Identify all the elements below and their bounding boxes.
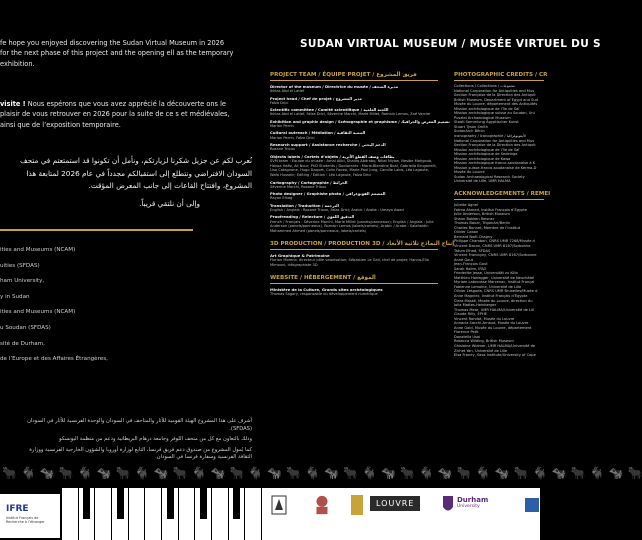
museum-title: SUDAN VIRTUAL MUSEUM / MUSÉE VIRTUEL DU S (300, 38, 601, 50)
gold-divider (0, 229, 193, 231)
credit-line: Université de Lille, UMR HALMA (454, 179, 511, 184)
credit-line: Mission archéologique de l’île de Saï (454, 147, 520, 152)
credit-line: Myriam Labrousse Marcenac, Institut Françai (454, 280, 535, 285)
credit-line: Annacia Sacchi-Arnaud, Musée du Louvre (454, 321, 529, 326)
project-team-section (270, 72, 450, 234)
durham-shield-icon (442, 494, 454, 516)
animal-silhouette-icon: 🐄 (381, 466, 397, 480)
credit-people: Florian Moreno, directeur pôle valorisation; Sébastien Le Gall, chef de projet; Hanna-Ella Mimouni, infographiste 3D (270, 258, 429, 267)
credit-line: Julie Anderson, British Museum (454, 212, 510, 217)
partner-line: u Soudan (SFDAS) (0, 324, 51, 331)
credit-role: Exhibition and graphic design / Scénographie et graphisme / تصميم المعرض والجرافيك (270, 118, 450, 124)
ifre-logo-text: IFRE (6, 504, 29, 514)
animal-silhouette-icon: 🐂 (343, 466, 359, 480)
logo-strip (262, 488, 540, 540)
credit-role: Cartography / Cartographie / الخرائط (270, 179, 348, 185)
french-intro (0, 99, 232, 130)
louvre-logo: LOUVRE (370, 496, 420, 511)
credit-line: Iconography / Iconographie / الأيقونوغرافيا (454, 134, 527, 139)
credit-line: Tatum Elhad, SFDAS (454, 248, 491, 253)
credit-line: Section Française de la Direction des Antiquit (454, 143, 536, 148)
credits-column-left (270, 72, 455, 304)
partner-line: sité de Durham, (0, 340, 45, 347)
left-panel (0, 0, 262, 462)
arabic-partners (22, 418, 252, 465)
animal-silhouette-icon: 🐐 (362, 466, 378, 480)
credit-people: Thomas Sagory, responsable du développement numérique (270, 291, 378, 296)
section-title: ACKNOWLEDGEMENTS / REMEI (454, 191, 544, 200)
credit-line: Shaun Bakken Reisner (454, 216, 495, 221)
credit-role: Translation / Traduction / الترجمة (270, 202, 339, 208)
credit-line: Mission archéologique de l’île de Saï (454, 106, 520, 111)
arabic-partner-line: كما يُمول المشروع من صندوق دعم فريق فرنسا، التابع لوزارة أوروبا والشؤون الخارجية الفرنسية ووزارة الثقافة الفرنسية وسفارة فرنسا في السودان. (29, 446, 252, 460)
animal-silhouette-icon: 🐂 (229, 466, 245, 480)
credit-line: Pusztai Archaeological Museum (454, 115, 511, 120)
animal-frieze (0, 462, 642, 484)
credit-people: Faïza Drici (270, 100, 289, 105)
credit-line: Matthieu Honegger, Université de Neuchâtel (454, 275, 535, 280)
credit-line: Charles Bonnet, Membre de l’Institut (454, 225, 521, 230)
sfdas-emblem-icon (312, 494, 332, 516)
french-intro-bold: visite ! (0, 100, 26, 108)
credit-role: Art Graphique & Patrimoine (270, 252, 330, 258)
website-entries (270, 287, 438, 297)
credit-line: Fatma Ahmed, Institut Français d’Égypte (454, 207, 528, 212)
acknowledgements-section (454, 191, 551, 358)
credit-line: Vincent Dacon, CNRS UMR 8167/Sorbonne (454, 243, 531, 248)
credit-line: Rebecca Wilding, British Museum (454, 339, 514, 344)
partners-list (0, 246, 200, 371)
section-title: PROJECT TEAM / ÉQUIPE PROJET / فريق المشروع (270, 72, 438, 81)
partner-line: de l’Europe et des Affaires Étrangères, (0, 356, 108, 363)
animal-silhouette-icon: 🐄 (494, 466, 510, 480)
credit-lines (454, 84, 544, 184)
animal-silhouette-icon: 🐂 (58, 466, 74, 480)
credit-line: Juliette Agnel (454, 203, 478, 208)
partner-line: ities and Museums (NCAM) (0, 247, 76, 253)
animal-silhouette-icon: 🐂 (115, 466, 131, 480)
credit-people: Rayan Elhag (270, 196, 293, 201)
arabic-partner-line: وذلك بالتعاون مع كل من متحف اللوفر وجامعة درهام البريطانية ودعم من منظمة اليونسكو (59, 436, 252, 442)
animal-silhouette-icon: 🐂 (400, 466, 415, 480)
credit-role: Photo designer / Graphiste photo / المصمم الفوتوغرافي (270, 191, 386, 197)
footer (0, 462, 642, 540)
credit-line: Jean-François Gout (454, 262, 488, 267)
animal-silhouette-icon: 🐄 (437, 466, 453, 480)
ifre-logo (0, 494, 60, 538)
credit-line: Collections / Collections / مجموعات (454, 84, 516, 88)
credit-line: Musée du Louvre (454, 170, 485, 175)
animal-silhouette-icon: 🐄 (39, 466, 55, 480)
partner-logos (0, 488, 540, 540)
animal-silhouette-icon: 🐄 (324, 466, 340, 480)
animal-silhouette-icon: 🐂 (627, 466, 642, 480)
durham-logo: Durham (457, 496, 489, 504)
credit-line: Sarah Halim, IFAO (454, 266, 487, 271)
credit-line: Ghislaine Widmer, UMR HALMA/Université de (454, 343, 536, 348)
credit-line: Sudan Archaeological Research Society (454, 174, 525, 179)
animal-silhouette-icon: 🐐 (20, 466, 36, 480)
animal-silhouette-icon: 🐂 (2, 466, 17, 480)
animal-silhouette-icon: 🐄 (608, 466, 624, 480)
credit-line: Clara Massé, Musée du Louvre, direction du (454, 298, 533, 303)
credit-line: Olivier Cabon (454, 230, 479, 235)
ifre-logo-subtitle: Institut Français de Recherche à l’étranger (6, 516, 45, 524)
credit-line: Staatl Sammlung Ägyptischer Kunst (454, 120, 519, 125)
credit-line: Mission archéologique de Kawa (454, 156, 511, 161)
credits-column-right (454, 72, 551, 365)
credit-line: Mission archéologique de Sedeinga (454, 152, 518, 157)
credit-line: Vincent Rondot, Musée du Louvre (454, 316, 515, 321)
arabic-sign-off: وإلى أن نلتقي قريباً. (139, 199, 200, 208)
credit-people: SVM team : Equipe du musée : Amal Alibi, Shadia Abdrabo, Nibal Niyaw, Nesibe Mahgoub, Hanoa Hafiz, Ali Nour; PhD Students / Doctorants : Marie-Blandine Boal, Gabriella Bruganelli, Lisa Catagnone, Hugo Daquet, Colin Faussi, Marie-Paul Jung, Camille Labis, Léa Lagoute, Wafa Hussein; Editing / Édition : Léa Lagoute, Faïza Drici (270, 158, 437, 178)
credit-line: Mission archéologique suisse au Soudan, Uni (454, 111, 535, 116)
credit-role: Scientific committee / Comité scientifique / اللجنة العلمية (270, 107, 389, 113)
credit-people: Ikhlas Abd el Latief, Faïza Drici, Séverine Marchi, Marie Millet, Romain Lemos, Zoé Vercier (270, 112, 431, 117)
section-title: PHOTOGRAPHIC CREDITS / CR (454, 72, 544, 81)
animal-silhouette-icon: 🐂 (570, 466, 586, 480)
credit-people: French / Français : Séverine Marchi, Marie Millet (panels/panneaux); English / Anglais : Julie Anderson (panels/panneaux), Romain Lemos (labels/cartels); Arabic / Arabe : Salahaldin Mohammed Ahmed (panels/panneaux, labels/cartels) (270, 219, 434, 234)
credit-line: Anne Gold, Musée du Louvre, département (454, 325, 532, 330)
animal-silhouette-icon: 🐂 (172, 466, 188, 480)
credit-line: British Museum, Department of Egypt and Sud (454, 97, 538, 102)
animal-silhouette-icon: 🐂 (456, 466, 472, 480)
credit-line: Anne Gout (454, 257, 474, 262)
animal-silhouette-icon: 🐄 (267, 466, 283, 480)
credit-line: Stuart Tyson Smith (454, 124, 488, 129)
credit-line: Thomas Mear, UMR HALMA/Université de Lill (454, 307, 534, 312)
animal-silhouette-icon: 🐄 (96, 466, 112, 480)
credit-people: Séverine Marchi, Roxane Trioux (270, 184, 327, 189)
partner-line: ities and Museums (NCAM) (0, 309, 76, 316)
credit-line: Fabienne Lemoine, Université de Lille (454, 284, 522, 289)
animal-silhouette-icon: 🐐 (248, 466, 264, 480)
credit-line: Philippe Chambon, CNRS UMR 7268/Musée d (454, 239, 535, 244)
animal-silhouette-icon: 🐐 (305, 466, 321, 480)
french-intro-text: Nous espérons que vous avez apprécié la découverte ons le plaisir de vous retrouver en 2026 pour la suite de ce s et médiévales, ainsi que de l’exposition temporaire. (0, 100, 230, 129)
credit-line: Section Française de la Direction des Antiquit (454, 93, 536, 98)
credit-line: Musée du Louvre, département des Antiquités (454, 102, 538, 107)
team-entries (270, 84, 450, 234)
animal-silhouette-icon: 🐂 (286, 466, 302, 480)
website-section (270, 275, 438, 297)
credit-role: Ministère de la Culture, Grands sites archéologiques (270, 286, 383, 292)
credit-role: Cultural outreach / Médiation / التنمية الثقافية (270, 130, 366, 136)
production-entries (270, 253, 438, 268)
credit-line: Donatella Usai (454, 334, 481, 339)
partner-line: ham University, (0, 278, 45, 285)
credit-people: Marion Perrin, Faïza Drici (270, 135, 315, 140)
credit-line: Mission suisse-franco-soudanaise de Kerma-D (454, 165, 537, 170)
partner-line: y in Sudan (0, 293, 30, 300)
credit-role: Director of the museum / Directrice du musée / مديرة المتحف (270, 84, 399, 89)
credit-line: Zichet Yan, Université de Lille (454, 348, 508, 353)
arabic-intro: نُعرب لكم عن جزيل شكرنا لزيارتكم، ونأمل أن تكونوا قد استمتعتم في متحف السودان الافتراضي ونتطلع إلى استقبالكم مجدداً في عام 2026 لمتابعة هذا المشروع، وافتتاح القاعات إلى جانب المعرض المؤقت. (20, 156, 252, 191)
animal-silhouette-icon: 🐂 (513, 466, 529, 480)
credit-line: National Corporation for Antiquities and Mus (454, 88, 535, 93)
ncam-emblem-icon (270, 494, 288, 516)
section-title: WEBSITE / HÉBERGEMENT / الموقع (270, 275, 438, 284)
credit-people: English / Anglais : Roxane Trioux, Faïza Drici; Arabic / Arabe : Umayo Awad (270, 207, 404, 212)
animal-silhouette-icon: 🐄 (153, 466, 169, 480)
credit-line: Vincent Francigny, CNRS UMR 8167/Sorbonne (454, 253, 537, 258)
credit-line: Claude Rilly, EPHE (454, 312, 487, 317)
credit-role: Proofreading / Relecture / التدقيق اللغوي (270, 214, 355, 220)
english-intro: fe hope you enjoyed discovering the Sudan Virtual Museum in 2026 for the next phase of this project and the opening ell as the temporary exhibition. (0, 39, 234, 68)
animal-silhouette-icon: 🐐 (77, 466, 93, 480)
credit-line: Florence Petit (454, 330, 479, 335)
credit-people: Marion Perrin (270, 123, 294, 128)
credit-people: Roxane Trioux (270, 147, 296, 152)
credit-line: Iolia Mattes-Heinberger (454, 303, 497, 308)
credit-line: National Corporation for Antiquities and Mus (454, 138, 535, 143)
animal-silhouette-icon: 🐐 (134, 466, 150, 480)
arabic-partner-line: أشرف على هذا المشروع الهيئة القومية للآثار والمتاحف في السودان والوحدة الفرنسية للآثار في السودان (SFDAS). (27, 418, 252, 432)
credit-line: SudanArch Bénin (454, 129, 485, 134)
production-section (270, 240, 455, 268)
sfdas-logo-icon (350, 494, 364, 516)
animal-silhouette-icon: 🐐 (191, 466, 207, 480)
section-title: 3D PRODUCTION / PRODUCTION 3D / إنتاج النماذج ثلاثية الأبعاد (270, 241, 438, 250)
credit-line: Thomas Bauer, TrigonArt/Berlin (454, 221, 511, 226)
keyboard-pattern (62, 488, 262, 540)
credits-panel (262, 0, 601, 462)
durham-logo-sub: University (457, 504, 480, 509)
photo-credits-section (454, 72, 548, 184)
credit-role: Project head / Chef de projet / مدير المشروع (270, 95, 362, 101)
credit-line: Bernard Noël Chagny (454, 234, 493, 239)
credit-people: Ikhlas Abd el Latief (270, 89, 305, 94)
credit-line: Olivier Lesgoda, CNRS UMR Bruxelles/Musée d (454, 289, 538, 294)
animal-silhouette-icon: 🐄 (210, 466, 226, 480)
animal-silhouette-icon: 🐐 (475, 466, 491, 480)
animal-silhouette-icon: 🐄 (551, 466, 567, 480)
credit-line: Mission archéologique franco-soudanaise à K (454, 161, 536, 166)
credit-line: Friederike Jesse, Universität zu Köln (454, 271, 518, 276)
animal-silhouette-icon: 🐐 (532, 466, 548, 480)
partner-line: uities (SFDAS) (0, 262, 40, 269)
acknowledgement-lines (454, 203, 544, 358)
credit-role: Research support / Assistance recherche / الدعم البحثي (270, 141, 386, 147)
credit-line: Elsa Franey, Sasa Institute/University of Cope (454, 353, 536, 358)
animal-silhouette-icon: 🐐 (589, 466, 605, 480)
credit-role: Objects labels / Cartels d’objets / بطاقات وصف القطع الأثرية (270, 153, 395, 159)
credit-line: Anne Magniez, Institut Français d’Égypte (454, 293, 528, 298)
unesco-emblem-icon (524, 494, 540, 516)
animal-silhouette-icon: 🐐 (418, 466, 434, 480)
